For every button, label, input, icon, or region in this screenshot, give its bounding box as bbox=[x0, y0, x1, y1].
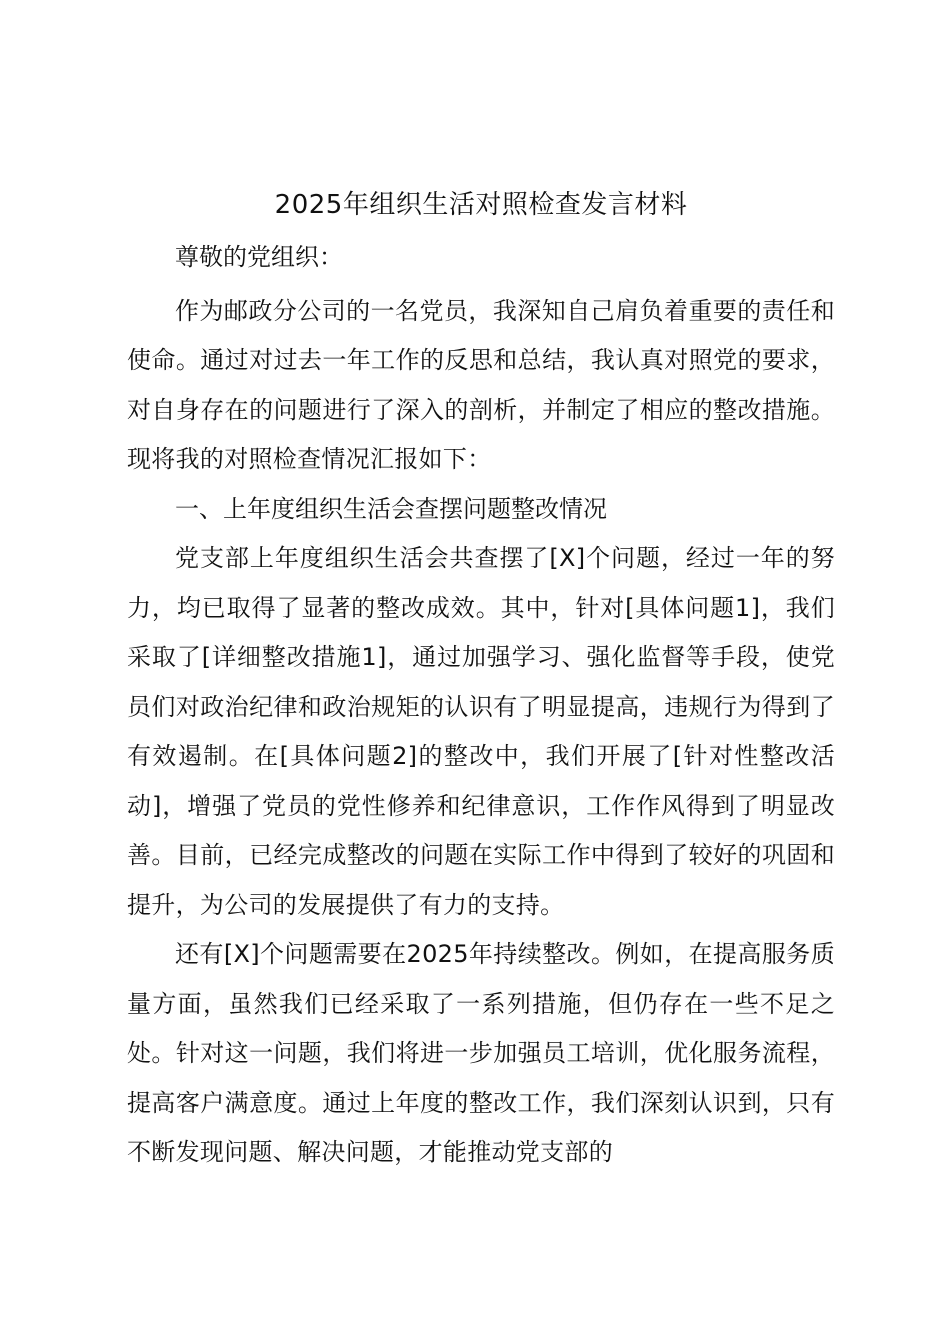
document-title: 2025年组织生活对照检查发言材料 bbox=[274, 190, 688, 220]
ongoing-paragraph: 还有[X]个问题需要在2025年持续整改。例如，在提高服务质量方面，虽然我们已经采取了一系列措施，但仍存在一些不足之处。针对这一问题，我们将进一步加强员工培训，优化服务流程，提高客户满意度。通过上年度的整改工作，我们深刻认识到，只有不断发现问题、解决问题，才能推动党支部的 bbox=[127, 940, 835, 1166]
intro-paragraph: 作为邮政分公司的一名党员，我深知自己肩负着重要的责任和使命。通过对过去一年工作的反思和总结，我认真对照党的要求，对自身存在的问题进行了深入的剖析，并制定了相应的整改措施。现将我的对照检查情况汇报如下： bbox=[127, 296, 835, 473]
section-heading: 一、上年度组织生活会查摆问题整改情况 bbox=[175, 494, 607, 523]
rectification-paragraph: 党支部上年度组织生活会共查摆了[X]个问题，经过一年的努力，均已取得了显著的整改成效。其中，针对[具体问题1]，我们采取了[详细整改措施1]，通过加强学习、强化监督等手段，使党员们对政治纪律和政治规矩的认识有了明显提高，违规行为得到了有效遏制。在[具体问题2]的整改中，我们开展了[针对性整改活动]，增强了党员的党性修养和纪律意识，工作作风得到了明显改善。目前，已经完成整改的问题在实际工作中得到了较好的巩固和提升，为公司的发展提供了有力的支持。 bbox=[127, 544, 835, 919]
salutation: 尊敬的党组织： bbox=[175, 243, 343, 271]
document-page bbox=[127, 183, 835, 1178]
